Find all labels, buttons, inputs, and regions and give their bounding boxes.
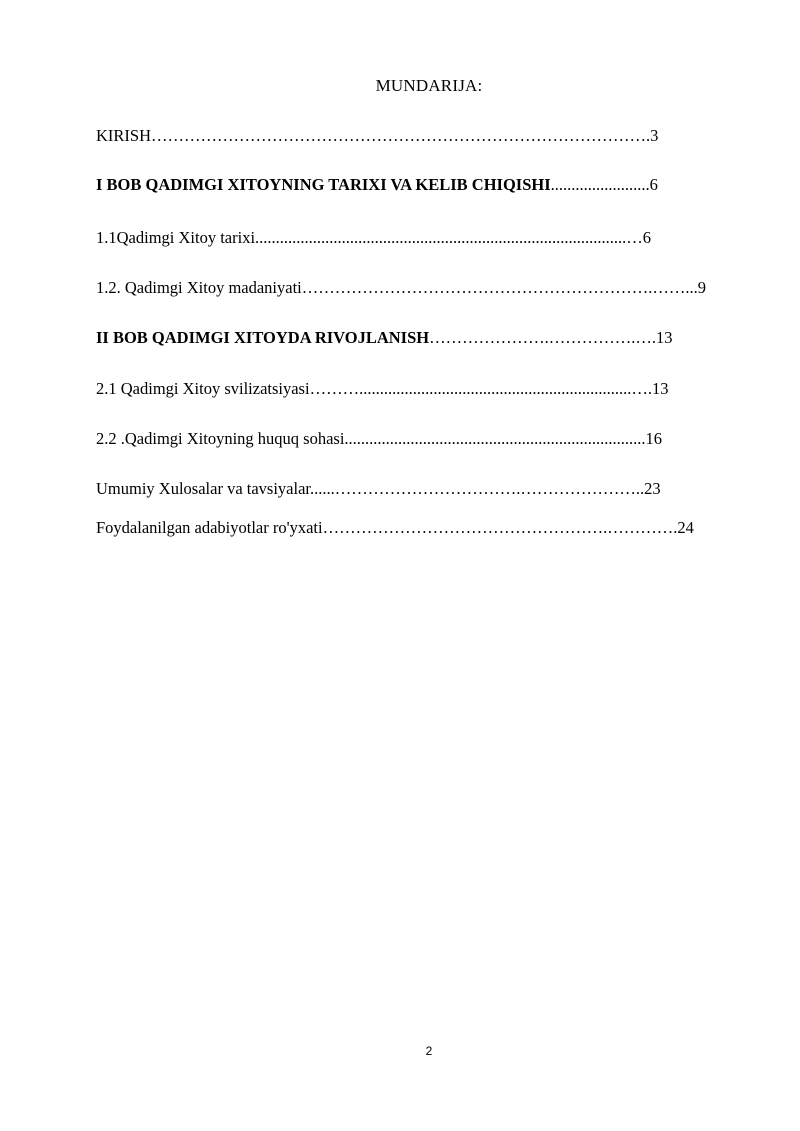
- toc-entry-section-1-1: [96, 228, 651, 248]
- toc-entry-page: 24: [677, 518, 694, 537]
- toc-entry-page: 3: [650, 126, 659, 145]
- toc-entry-page: 23: [644, 479, 661, 498]
- toc-entry-conclusions: [96, 479, 661, 499]
- toc-entry-leader: ………………….…………….….: [429, 328, 656, 347]
- toc-entry-section-2-2: [96, 429, 662, 449]
- toc-entry-page: 13: [651, 379, 669, 398]
- toc-entry-page: 6: [642, 228, 652, 247]
- toc-entry-page: 6: [649, 175, 658, 194]
- toc-entry-kirish: [96, 126, 658, 146]
- toc-entry-leader: ..........................................................................................…: [255, 228, 643, 247]
- toc-entry-chapter-2: [96, 328, 672, 348]
- toc-entry-page: 13: [655, 328, 673, 347]
- toc-entry-leader: ......…………………………….…………………..: [310, 479, 645, 498]
- toc-entry-leader: …………………………………………….………….: [322, 518, 678, 537]
- toc-entry-references: [96, 518, 694, 538]
- toc-entry-chapter-1: [96, 175, 658, 195]
- toc-entry-leader: ………..................................................................….: [309, 379, 652, 398]
- toc-entry-page: 16: [645, 429, 663, 448]
- toc-entry-label: KIRISH: [96, 126, 152, 145]
- page-number: 2: [425, 1044, 433, 1058]
- toc-entry-leader: ……………………………………………………….……...: [301, 278, 698, 297]
- toc-entry-label: 1.1Qadimgi Xitoy tarixi: [96, 228, 256, 247]
- toc-entry-label: I BOB QADIMGI XITOYNING TARIXI VA KELIB CHIQISHI: [96, 175, 551, 194]
- toc-entry-label: II BOB QADIMGI XITOYDA RIVOJLANISH: [96, 328, 430, 347]
- toc-entry-label: Umumiy Xulosalar va tavsiyalar: [96, 479, 310, 498]
- toc-title: MUNDARIJA:: [375, 76, 483, 95]
- toc-entry-leader: ........................: [550, 175, 650, 194]
- toc-entry-label: 2.2 .Qadimgi Xitoyning huquq sohasi: [96, 429, 345, 448]
- toc-entry-label: 1.2. Qadimgi Xitoy madaniyati: [96, 278, 302, 297]
- toc-entry-leader: ……………………………………………………………………………….: [151, 126, 651, 145]
- toc-entry-section-2-1: [96, 379, 668, 399]
- toc-entry-label: Foydalanilgan adabiyotlar ro'yxati: [96, 518, 323, 537]
- toc-entry-section-1-2: [96, 278, 706, 298]
- toc-entry-leader: .........................................................................: [344, 429, 646, 448]
- toc-entry-page: 9: [697, 278, 707, 297]
- toc-entry-label: 2.1 Qadimgi Xitoy svilizatsiyasi: [96, 379, 310, 398]
